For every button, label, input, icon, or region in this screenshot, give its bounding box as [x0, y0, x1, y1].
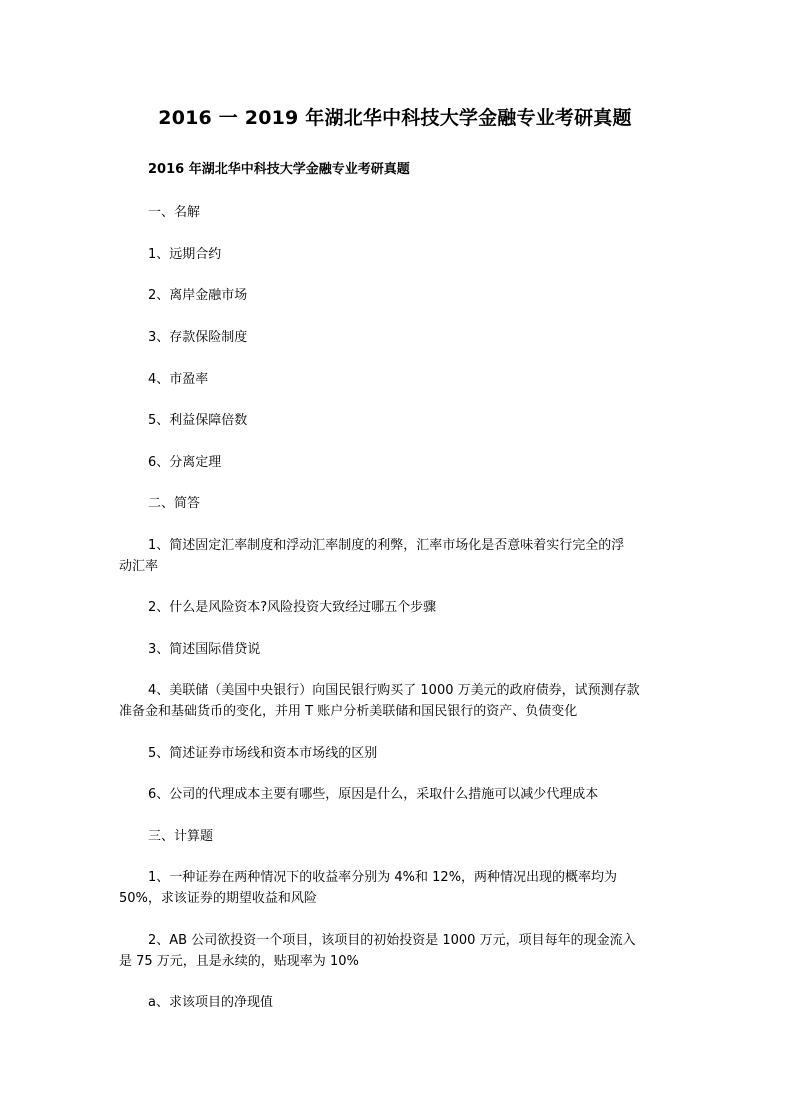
question-line: 1、一种证券在两种情况下的收益率分别为 4%和 12%，两种情况出现的概率均为	[148, 870, 618, 885]
list-item: 2、离岸金融市场	[148, 288, 248, 303]
question-line: 2、什么是风险资本?风险投资大致经过哪五个步骤	[148, 600, 437, 615]
question-line: 5、简述证券市场线和资本市场线的区别	[148, 746, 378, 761]
question-line: 6、公司的代理成本主要有哪些，原因是什么，采取什么措施可以减少代理成本	[148, 787, 599, 802]
question-line: 动汇率	[119, 559, 159, 574]
question-line: a、求该项目的净现值	[148, 995, 273, 1010]
list-item: 4、市盈率	[148, 372, 209, 387]
question-line: 3、简述国际借贷说	[148, 642, 261, 657]
list-item: 6、分离定理	[148, 455, 222, 470]
page-title: 2016 一 2019 年湖北华中科技大学金融专业考研真题	[158, 107, 632, 129]
question-line: 50%，求该证券的期望收益和风险	[119, 891, 317, 906]
question-line: 2、AB 公司欲投资一个项目，该项目的初始投资是 1000 万元，项目每年的现金流入	[148, 933, 636, 948]
section-heading-definitions: 一、名解	[148, 205, 201, 220]
question-line: 是 75 万元，且是永续的，贴现率为 10%	[119, 954, 359, 969]
section-heading-calculation: 三、计算题	[148, 829, 214, 844]
question-line: 1、简述固定汇率制度和浮动汇率制度的利弊，汇率市场化是否意味着实行完全的浮	[148, 538, 625, 553]
list-item: 1、远期合约	[148, 247, 222, 262]
list-item: 5、利益保障倍数	[148, 413, 248, 428]
list-item: 3、存款保险制度	[148, 330, 248, 345]
question-line: 准备金和基础货币的变化，并用 T 账户分析美联储和国民银行的资产、负债变化	[119, 704, 578, 719]
exam-subtitle: 2016 年湖北华中科技大学金融专业考研真题	[148, 162, 410, 177]
question-line: 4、美联储（美国中央银行）向国民银行购买了 1000 万美元的政府债券，试预测存款	[148, 683, 640, 698]
section-heading-short-answer: 二、简答	[148, 496, 201, 511]
